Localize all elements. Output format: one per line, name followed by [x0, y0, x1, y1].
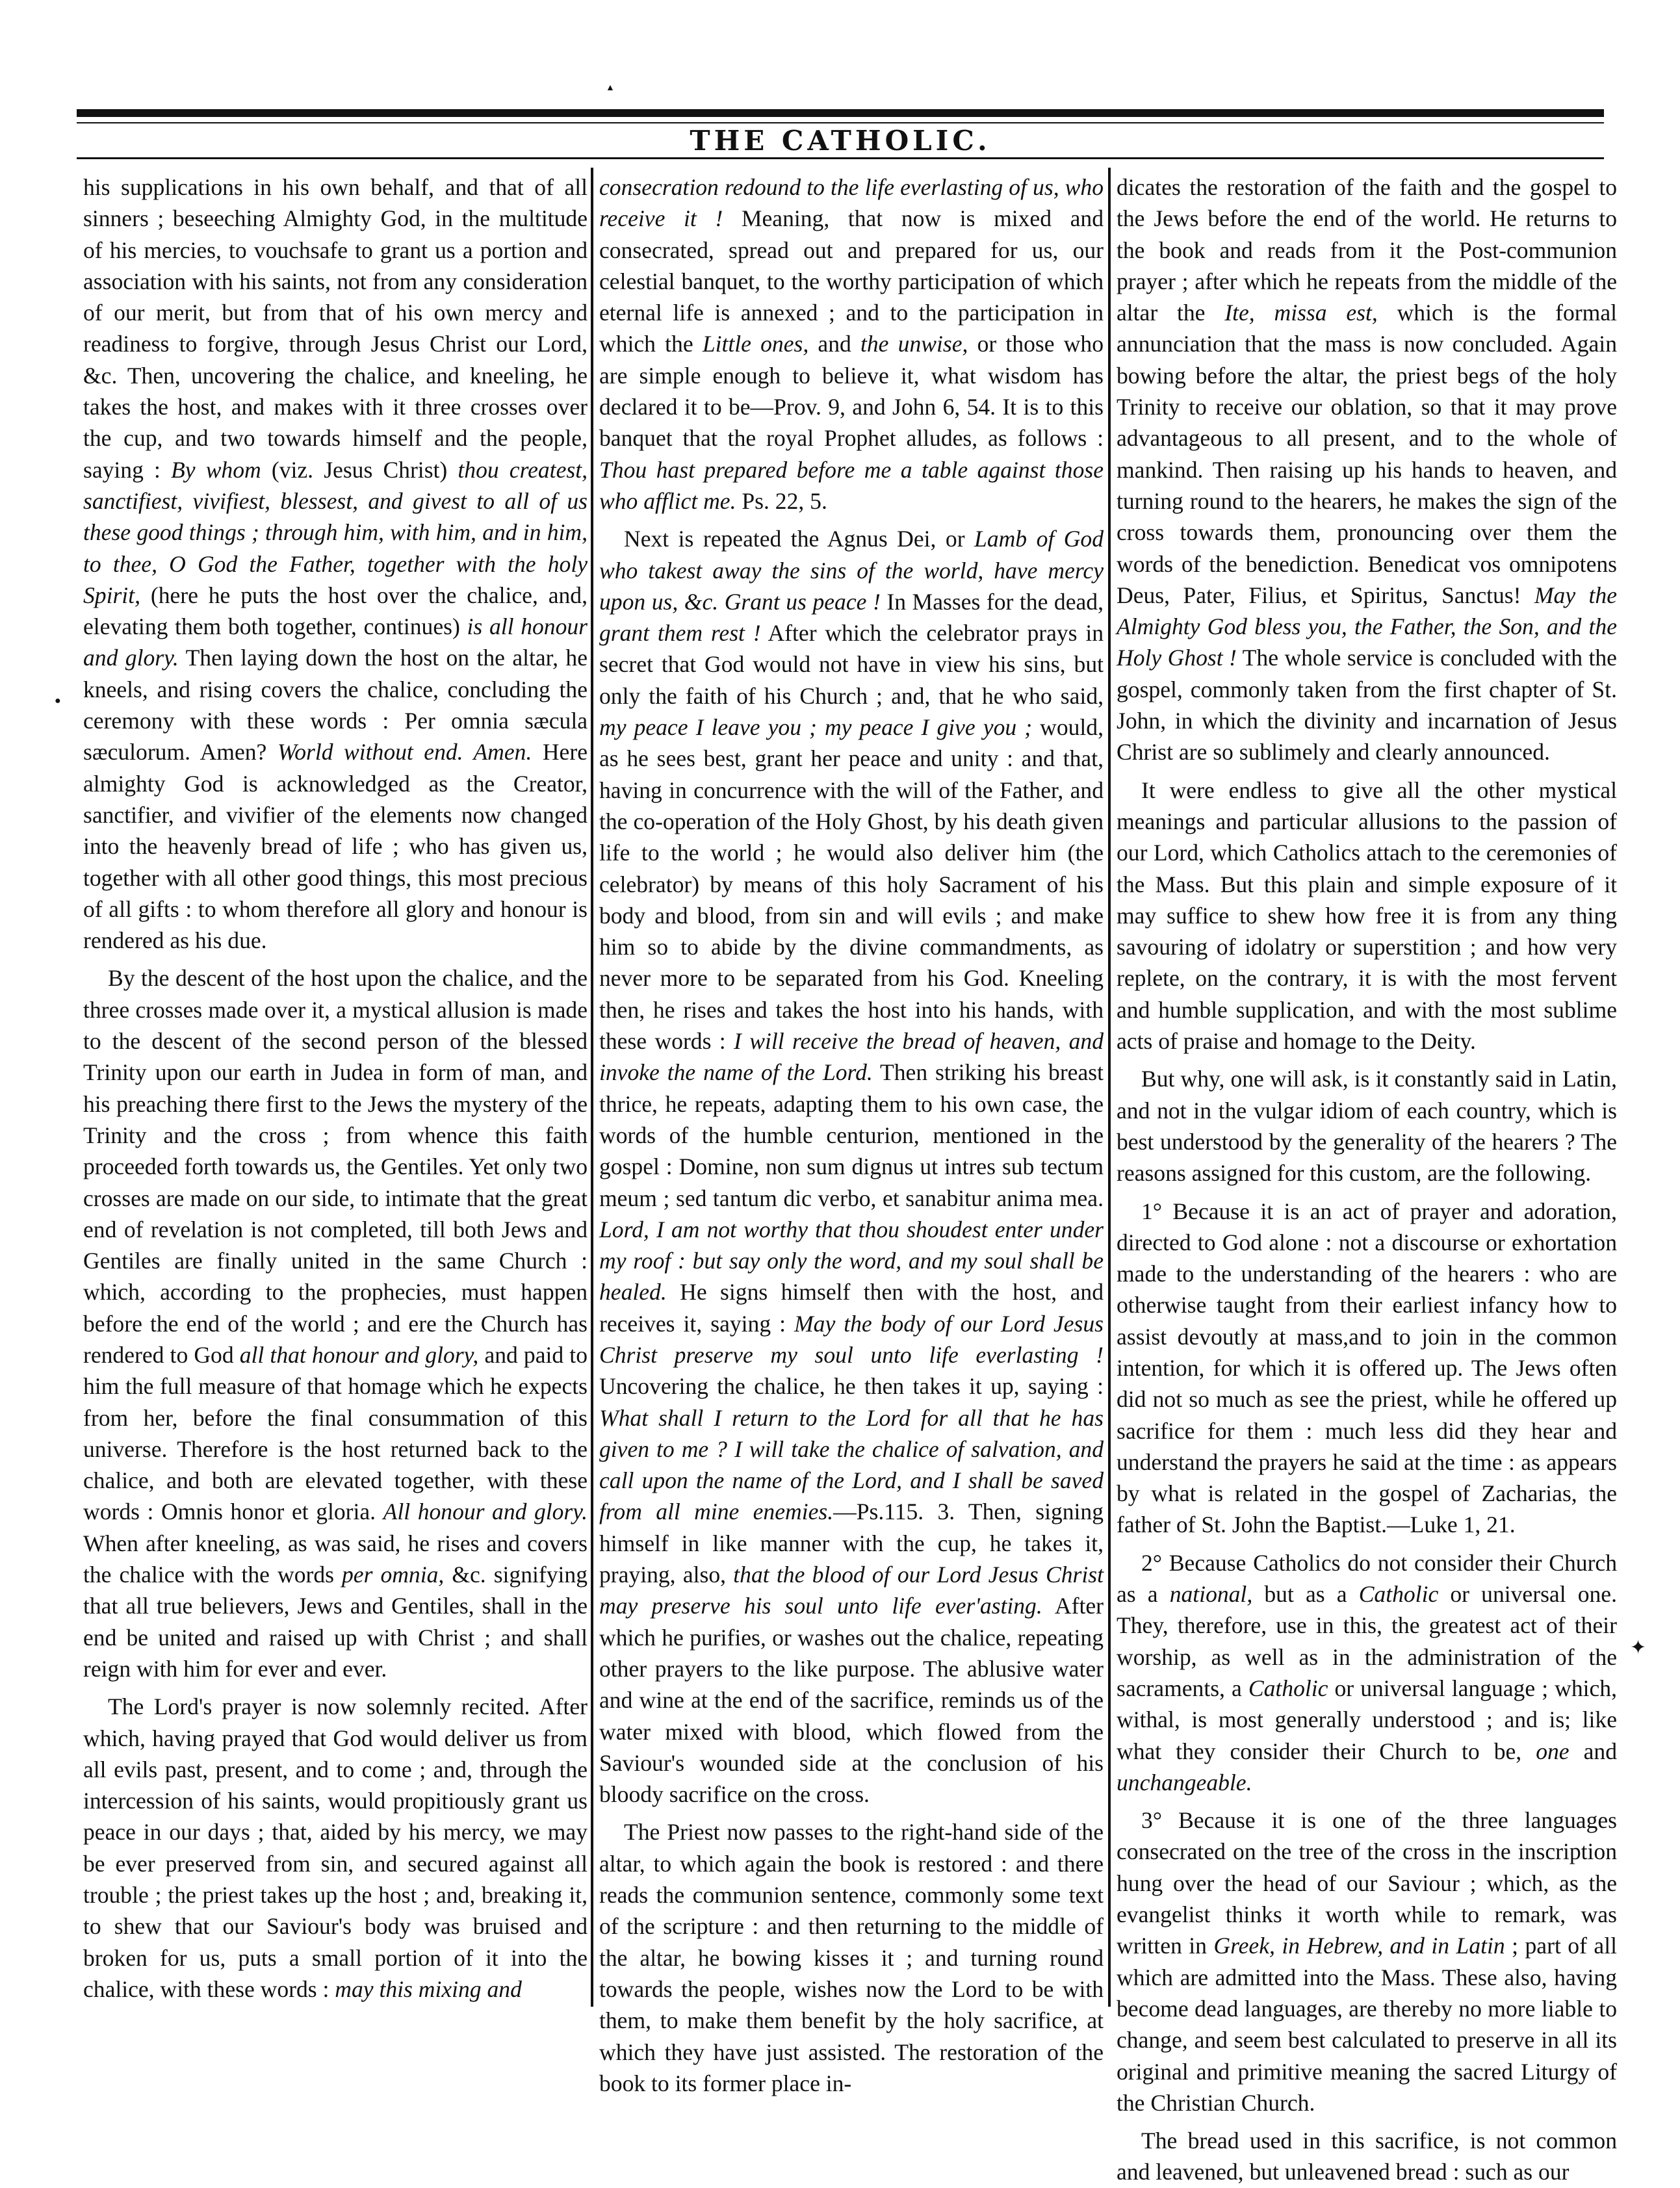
- text-run: ; part of all which are admitted into the Mass. These also, having become dead languages, are thereby no more liable to change, and seem best calculated to preserve in all its original and primitive meaning the sacred Liturgy of the Christian Church.: [1117, 1933, 1617, 2116]
- text-column-1: [83, 172, 588, 2002]
- text-run: would, as he sees best, grant her peace and unity : and that, having in concurrence with the will of the Father, and the co-operation of the Holy Ghost, by his death given life to the world ; he would also deliver him (the celebrator) by means of this holy Sacrament of his body and blood, from sin and will evils ; and make him so to abide by the divine commandments, as never more to be separated from his God. Kneeling then, he rises and takes the host into his hands, with these words :: [599, 714, 1104, 1055]
- italic-text: May the body of our Lord Jesus Christ preserve my soul unto life everlasting !: [599, 1310, 1104, 1368]
- paragraph: [1117, 1547, 1617, 1798]
- text-run: In Masses for the dead,: [880, 588, 1104, 615]
- text-run: (here he puts the host over the chalice, and, elevating them both together, continues): [83, 582, 588, 640]
- italic-text: per omnia,: [342, 1562, 445, 1588]
- text-run: 3° Because it is one of the three languages consecrated on the tree of the cross in the inscription hung over the head of our Saviour ; which, as the evangelist thinks it worth while to remark, was written in: [1117, 1807, 1617, 1959]
- text-run: but as a: [1252, 1581, 1359, 1608]
- text-run: Ps. 22, 5.: [736, 487, 827, 514]
- text-run: It were endless to give all the other mystical meanings and particular allusions to the passion of our Lord, which Catholics attach to the ceremonies of the Mass. But this plain and simple exposure of it may suffice to shew how free it is from any thing savouring of idolatry or superstition ; and how very replete, on the contrary, it is with the most fervent and humble supplication, and with the most sublime acts of praise and homage to the Deity.: [1117, 777, 1617, 1055]
- print-mark: ▲: [606, 83, 615, 93]
- text-run: his supplications in his own behalf, and that of all sinners ; beseeching Almighty God, in the multitude of his mercies, to vouchsafe to grant us a portion and association with his saints, not from any consideration of our merit, but from that of his own mercy and readiness to forgive, through Jesus Christ our Lord, &c. Then, uncovering the chalice, and kneeling, he takes the host, and makes with it three crosses over the cup, and two towards himself and the people, saying :: [83, 174, 588, 483]
- header-rule: [77, 157, 1604, 159]
- italic-text: all that honour and glory,: [239, 1341, 479, 1368]
- italic-text: national,: [1169, 1581, 1253, 1608]
- italic-text: one: [1536, 1738, 1570, 1764]
- text-run: Next is repeated the Agnus Dei, or: [624, 526, 975, 552]
- paragraph: [83, 1691, 588, 2005]
- column-divider: [1108, 168, 1111, 2007]
- text-run: He signs himself then with the host, and receives it, saying :: [599, 1279, 1104, 1337]
- text-run: By the descent of the host upon the chalice, and the three crosses made over it, a mystical allusion is made to the descent of the second person of the blessed Trinity upon our earth in Judea in form of man, and his preaching there first to the Jews the mystery of the Trinity and the cross ; from whence this faith proceeded forth towards us, the Gentiles. Yet only two crosses are made on our side, to intimate that the great end of revelation is not completed, till both Jews and Gentiles are finally united in the same Church : which, according to the prophecies, must happen before the end of the world ; and ere the Church has rendered to God: [83, 965, 588, 1368]
- italic-text: may this mixing and: [335, 1976, 522, 2002]
- paragraph: [1117, 775, 1617, 1057]
- masthead-rule-thin: [77, 122, 1604, 123]
- print-mark: ●: [55, 695, 61, 706]
- text-run: 1° Because it is an act of prayer and adoration, directed to God alone : not a discourse or exhortation made to the understanding of the hearers : who are otherwise taught from their earliest infancy how to assist devoutly at mass,and to join in the common intention, for which it is offered up. The Jews often did not so much as see the priest, while he offered up sacrifice for them : much less did they hear and understand the prayers he said at the time : as appears by what is related in the gospel of Zacharias, the father of St. John the Baptist.—Luke 1, 21.: [1117, 1198, 1617, 1538]
- italic-text: Lamb of God who takest away the sins of the world, have mercy upon us, &c. Grant us peace !: [599, 526, 1104, 615]
- paragraph: [599, 1816, 1104, 2099]
- italic-text: that the blood of our Lord Jesus Christ may preserve his soul unto life ever'asting.: [599, 1562, 1104, 1619]
- italic-text: consecration redound to the life everlasting of us, who receive it !: [599, 174, 1104, 232]
- text-run: and: [808, 331, 860, 357]
- text-run: The Priest now passes to the right-hand side of the altar, to which again the book is restored : and there reads the communion sentence, commonly some text of the scripture : and then returning to the middle of the altar, he bowing kisses it ; and turning round towards the people, wishes now the Lord to be with them, to make them benefit by the holy sacrifice, at which they have just assisted. The restoration of the book to its former place in-: [599, 1819, 1104, 2096]
- italic-text: grant them rest !: [599, 620, 761, 647]
- italic-text: Little ones,: [702, 331, 809, 357]
- print-mark: ✦: [1630, 1637, 1647, 1658]
- page-title: THE CATHOLIC.: [690, 125, 991, 157]
- paragraph: [83, 172, 588, 956]
- paragraph: [1117, 1063, 1617, 1189]
- text-run: (viz. Jesus Christ): [261, 456, 458, 483]
- text-run: and: [1569, 1738, 1617, 1764]
- masthead-rule-thick: [77, 109, 1604, 117]
- column-divider: [591, 168, 593, 2007]
- text-run: which is the formal annunciation that the mass is now concluded. Again bowing before the altar, the priest begs of the holy Trinity to receive our oblation, so that it may prove advantageous to all present, and to the whole of mankind. Then raising up his hands to heaven, and turning round to the hearers, he makes the sign of the cross towards them, pronouncing over them the words of the benediction. Benedicat vos omnipotens Deus, Pater, Filius, et Spiritus, Sanctus!: [1117, 300, 1617, 608]
- text-run: —Ps.115. 3. Then, signing himself in like manner with the cup, he takes it, praying, also,: [599, 1499, 1104, 1588]
- italic-text: May the Almighty God bless you, the Father, the Son, and the Holy Ghost !: [1117, 582, 1618, 671]
- text-run: The Lord's prayer is now solemnly recited. After which, having prayed that God would deliver us from all evils past, present, and to come ; and, through the intercession of his saints, would propitiously grant us peace in our days ; that, aided by his mercy, we may be ever preserved from sin, and secured against all trouble ; the priest takes up the host ; and, breaking it, to shew that our Saviour's body was bruised and broken for us, puts a small portion of it into the chalice, with these words :: [83, 1693, 588, 2002]
- text-column-2: [599, 172, 1104, 2096]
- text-column-3: [1117, 172, 1618, 2185]
- italic-text: What shall I return to the Lord for all that he has given to me ? I will take the chalice of salvation, and call upon the name of the Lord, and I shall be saved from all mine enemies.: [599, 1404, 1104, 1525]
- text-run: The bread used in this sacrifice, is not common and leavened, but unleavened bread : such as our: [1117, 2128, 1617, 2185]
- text-run: or those who are simple enough to believe it, what wisdom has declared it to be—Prov. 9, and John 6, 54. It is to this banquet that the royal Prophet alludes, as follows :: [599, 331, 1104, 452]
- paragraph: [1117, 1196, 1617, 1541]
- text-run: Meaning, that now is mixed and consecrated, spread out and prepared for us, our celestial banquet, to the worthy participation of which eternal life is annexed ; and to the participation in which the: [599, 205, 1104, 357]
- paragraph: [1117, 172, 1617, 768]
- text-run: &c. signifying that all true believers, Jews and Gentiles, shall in the end be united and raised up with Christ ; and shall reign with him for ever and ever.: [83, 1562, 588, 1682]
- italic-text: Thou hast prepared before me a table against those who afflict me.: [599, 456, 1104, 514]
- text-run: After which the celebrator prays in secret that God would not have in view his sins, but only the faith of his Church ; and, that he who said,: [599, 620, 1104, 709]
- italic-text: Ite, missa est,: [1224, 300, 1378, 326]
- italic-text: World without end. Amen.: [277, 739, 532, 766]
- text-run: 2° Because Catholics do not consider their Church as a: [1117, 1549, 1617, 1608]
- paragraph: [1117, 1805, 1617, 2118]
- text-run: After which he purifies, or washes out the chalice, repeating other prayers to the like purpose. The ablusive water and wine at the end of the sacrifice, reminds us of the water mixed with blood, which flowed from the Saviour's wounded side at the conclusion of his bloody sacrifice on the cross.: [599, 1593, 1104, 1808]
- text-run: Then laying down the host on the altar, he kneels, and rising covers the chalice, concluding the ceremony with these words : Per omnia sæcula sæculorum. Amen?: [83, 645, 588, 766]
- text-run: Then striking his breast thrice, he repeats, adapting them to his own case, the words of the humble centurion, mentioned in the gospel : Domine, non sum dignus ut intres sub tectum meum ; sed tantum dic verbo, et sanabitur anima mea.: [599, 1059, 1104, 1211]
- italic-text: my peace I leave you ; my peace I give you ;: [599, 714, 1033, 741]
- italic-text: Lord, I am not worthy that thou shoudest enter under my roof : but say only the word, and my soul shall be healed.: [599, 1216, 1104, 1306]
- italic-text: By whom: [171, 456, 261, 483]
- paragraph: [599, 523, 1104, 1810]
- paragraph: [1117, 2125, 1617, 2188]
- italic-text: Greek, in Hebrew, and in Latin: [1213, 1933, 1505, 1959]
- text-run: Uncovering the chalice, he then takes it up, saying :: [599, 1373, 1104, 1400]
- italic-text: All honour and glory.: [383, 1499, 588, 1525]
- text-run: and paid to him the full measure of that homage which he expects from her, before the final consummation of this universe. Therefore is the host returned back to the chalice, and both are elevated together, with these words : Omnis honor et gloria.: [83, 1341, 588, 1525]
- paragraph: [83, 962, 588, 1684]
- italic-text: Catholic: [1248, 1675, 1328, 1701]
- text-run: The whole service is concluded with the gospel, commonly taken from the first chapter of St. John, in which the divinity and incarnation of Jesus Christ are so sublimely and clearly announced.: [1117, 645, 1617, 766]
- italic-text: I will receive the bread of heaven, and invoke the name of the Lord.: [599, 1028, 1104, 1086]
- text-run: When after kneeling, as was said, he rises and covers the chalice with the words: [83, 1530, 588, 1588]
- text-run: Here almighty God is acknowledged as the Creator, sanctifier, and vivifier of the elements now changed into the heavenly bread of life ; who has given us, together with all other good things, this most precious of all gifts : to whom therefore all glory and honour is rendered as his due.: [83, 739, 588, 954]
- italic-text: is all honour and glory.: [83, 613, 588, 671]
- text-run: or universal language ; which, withal, is most generally understood ; and is; like what they consider their Church to be,: [1117, 1675, 1617, 1764]
- italic-text: Catholic: [1358, 1581, 1439, 1608]
- italic-text: unchangeable.: [1117, 1769, 1252, 1795]
- text-run: But why, one will ask, is it constantly said in Latin, and not in the vulgar idiom of each country, which is best understood by the generality of the hearers ? The reasons assigned for this custom, are the following.: [1117, 1066, 1617, 1187]
- italic-text: thou createst, sanctifiest, vivifiest, blessest, and givest to all of us these good things ; through him, with him, and in him, to thee, O God the Father, together with the holy Spirit,: [83, 456, 588, 608]
- italic-text: the unwise,: [860, 331, 968, 357]
- text-run: or universal one. They, therefore, use in this, the greatest act of their worship, as well as in the administration of the sacraments, a: [1117, 1581, 1617, 1701]
- paragraph: [599, 172, 1104, 517]
- text-run: dicates the restoration of the faith and the gospel to the Jews before the end of the world. He returns to the book and reads from it the Post-communion prayer ; after which he repeats from the middle of the altar the: [1117, 174, 1617, 326]
